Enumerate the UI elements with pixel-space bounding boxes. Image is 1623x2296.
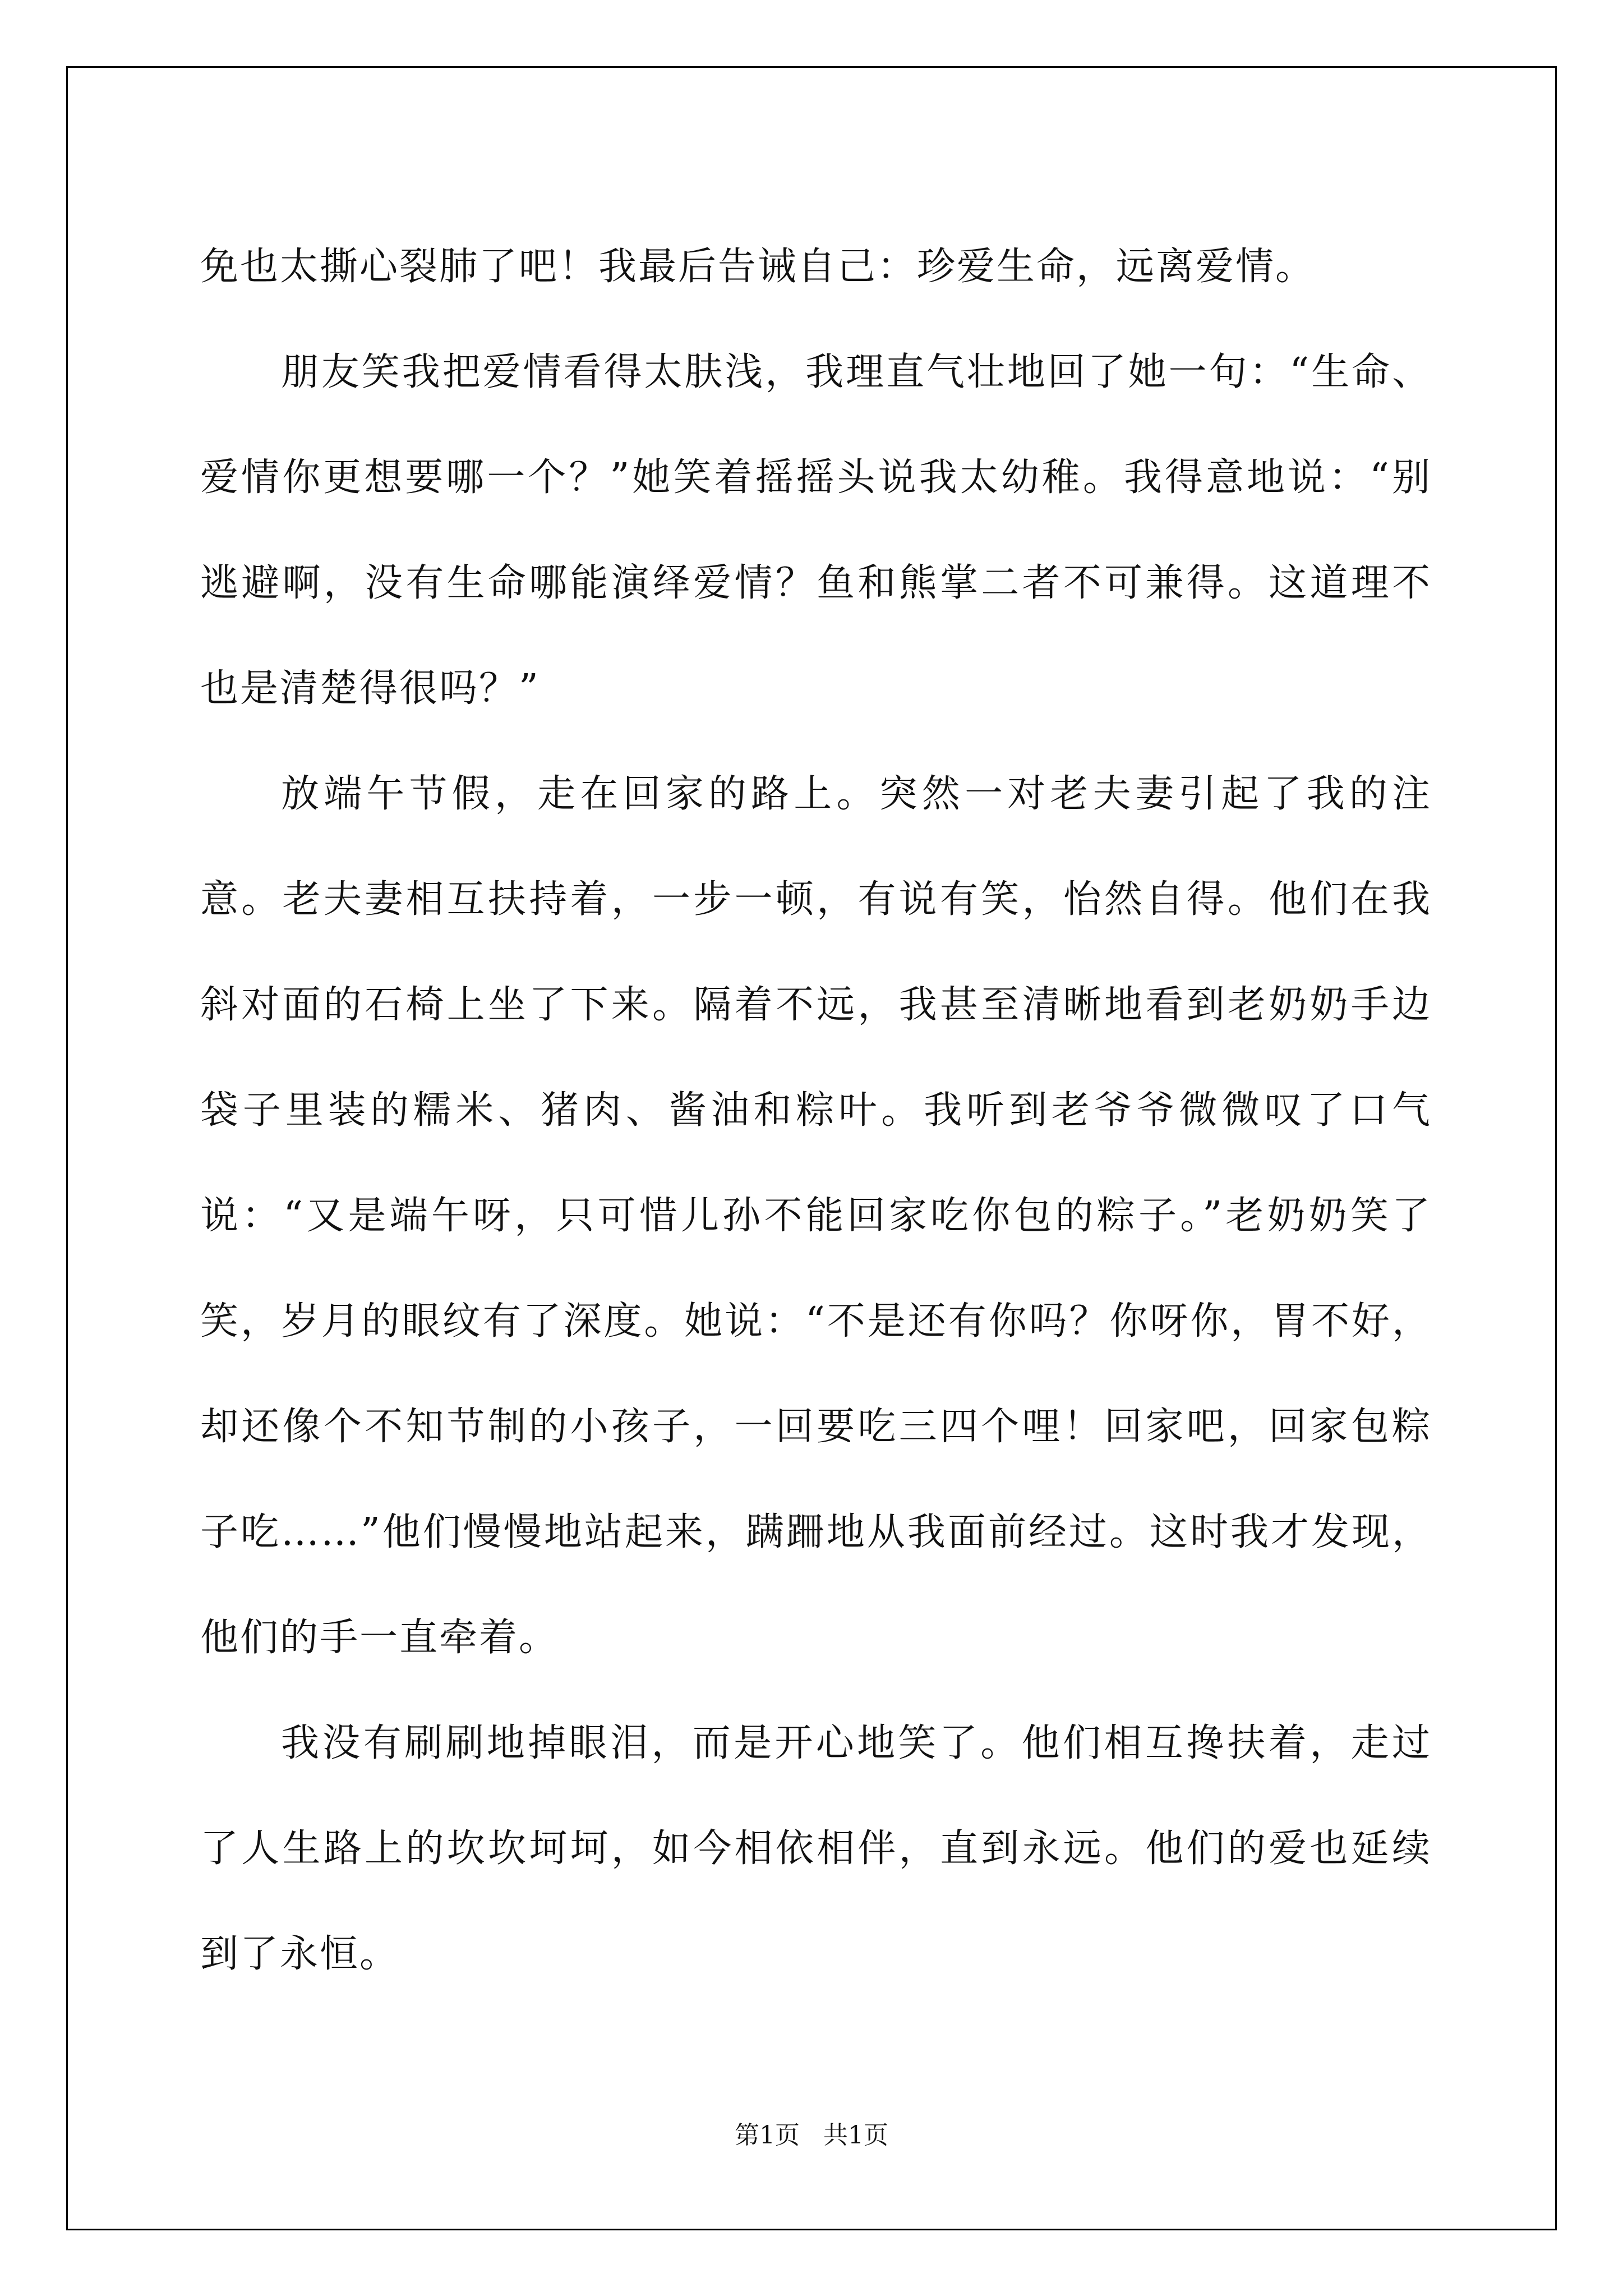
document-body: [200, 214, 1432, 2007]
paragraph: 朋友笑我把爱情看得太肤浅，我理直气壮地回了她一句：“生命、爱情你更想要哪一个？”她笑着摇摇头说我太幼稚。我得意地说：“别逃避啊，没有生命哪能演绎爱情？鱼和熊掌二者不可兼得。这道理不也是清楚得很吗？”: [200, 350, 1432, 711]
page-number: 第1页: [735, 2121, 800, 2150]
paragraph: 我没有刷刷地掉眼泪，而是开心地笑了。他们相互搀扶着，走过了人生路上的坎坎坷坷，如今相依相伴，直到永远。他们的爱也延续到了永恒。: [200, 1721, 1432, 1976]
paragraph: 放端午节假，走在回家的路上。突然一对老夫妻引起了我的注意。老夫妻相互扶持着，一步一顿，有说有笑，怡然自得。他们在我斜对面的石椅上坐了下来。隔着不远，我甚至清晰地看到老奶奶手边袋子里装的糯米、猪肉、酱油和粽叶。我听到老爷爷微微叹了口气说：“又是端午呀，只可惜儿孙不能回家吃你包的粽子。”老奶奶笑了笑，岁月的眼纹有了深度。她说：“不是还有你吗？你呀你，胃不好，却还像个不知节制的小孩子，一回要吃三四个哩！回家吧，回家包粽子吃……”他们慢慢地站起来，蹒跚地从我面前经过。这时我才发现，他们的手一直牵着。: [200, 772, 1432, 1660]
paragraph-continuation: 免也太撕心裂肺了吧！我最后告诫自己：珍爱生命，远离爱情。: [200, 245, 1316, 289]
page-total: 共1页: [823, 2121, 888, 2150]
page-footer: [0, 2119, 1623, 2152]
